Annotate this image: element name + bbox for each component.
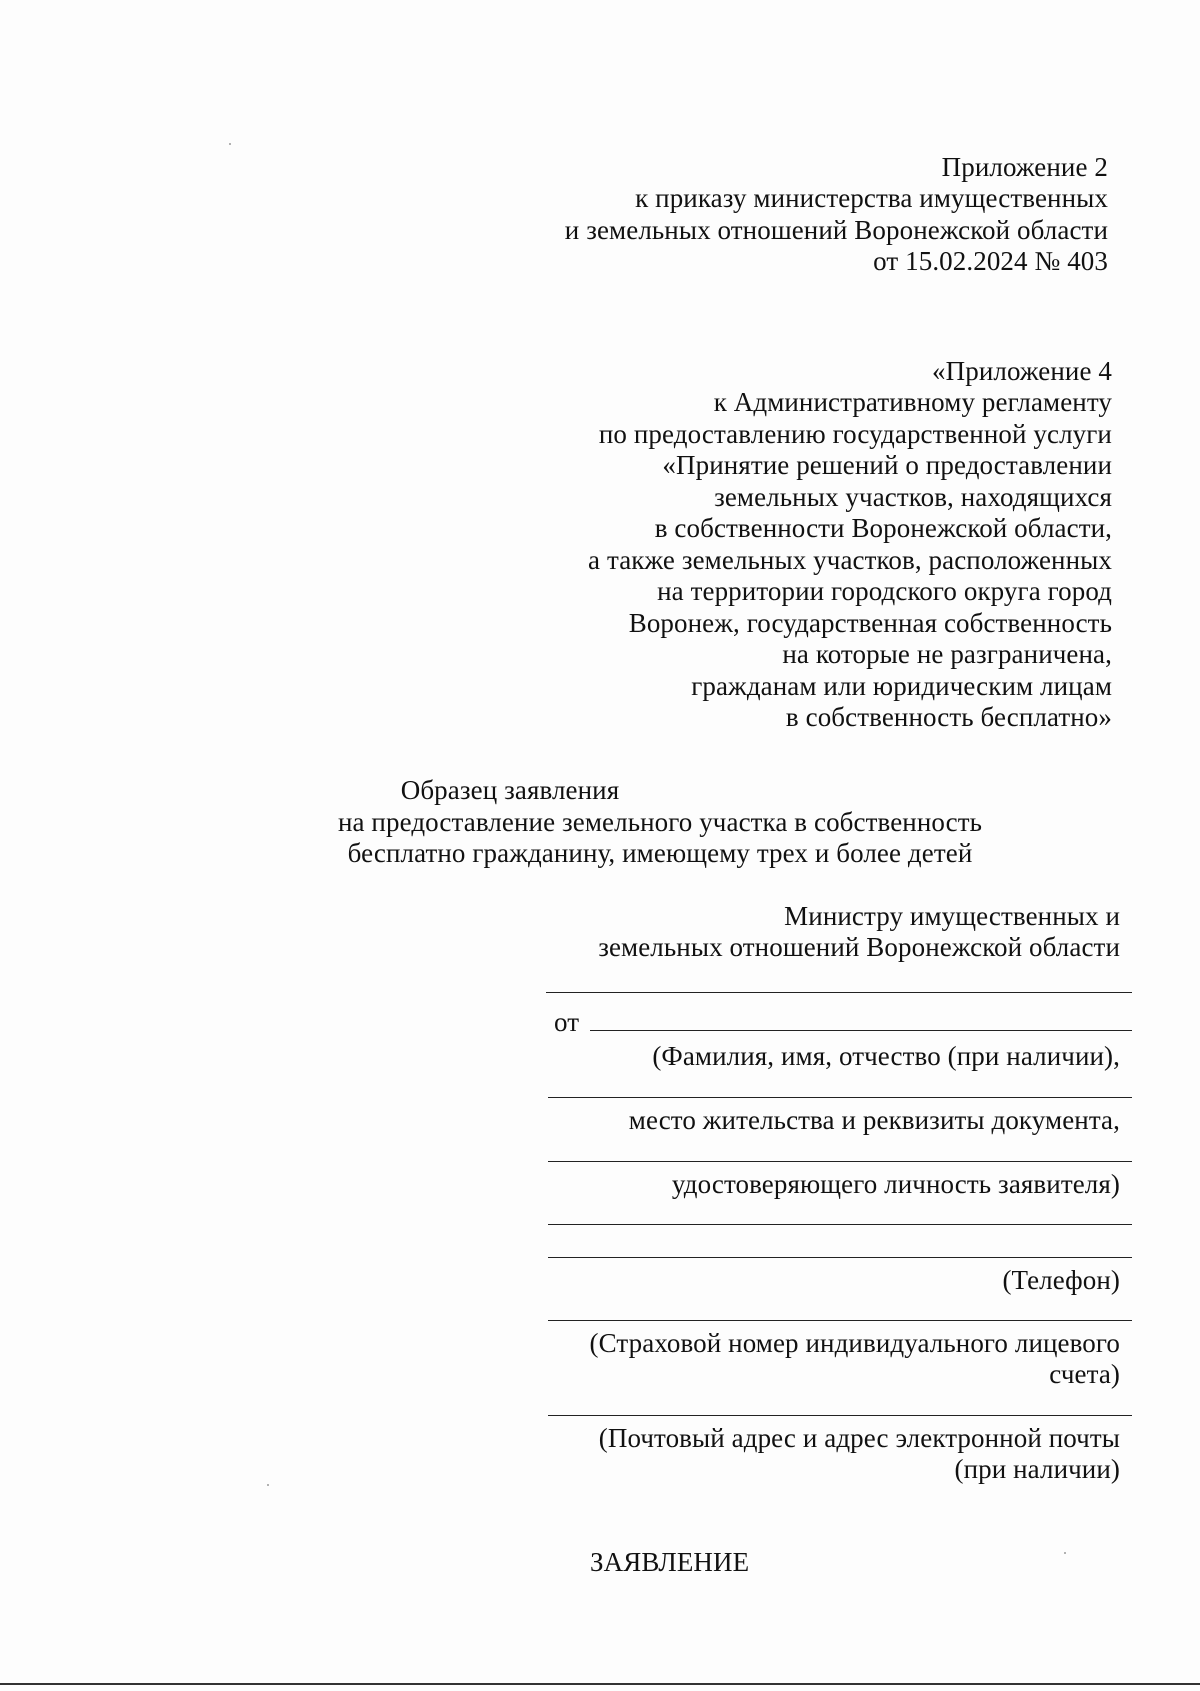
appendix-line: а также земельных участков, расположенных <box>588 545 1112 575</box>
address-caption: (при наличии) <box>954 1454 1120 1484</box>
sample-title-line: бесплатно гражданину, имеющему трех и более детей <box>347 838 973 868</box>
addressee-line: земельных отношений Воронежской области <box>598 932 1120 962</box>
appendix-line: Воронеж, государственная собственность <box>628 608 1112 638</box>
statement-title: ЗАЯВЛЕНИЕ <box>590 1547 750 1577</box>
header-line: от 15.02.2024 № 403 <box>873 246 1108 276</box>
appendix-line: земельных участков, находящихся <box>714 482 1112 512</box>
sample-title-line: Образец заявления <box>400 775 620 805</box>
appendix-line: гражданам или юридическим лицам <box>691 671 1112 701</box>
header-line: и земельных отношений Воронежской области <box>564 215 1108 245</box>
identity-caption: удостоверяющего личность заявителя) <box>671 1169 1120 1199</box>
residence-caption: место жительства и реквизиты документа, <box>628 1105 1120 1135</box>
fio-field-line <box>590 1030 1132 1031</box>
appendix-line: «Принятие решений о предоставлении <box>662 450 1112 480</box>
phone-caption: (Телефон) <box>1002 1265 1120 1295</box>
header-line: к приказу министерства имущественных <box>635 183 1108 213</box>
address-caption: (Почтовый адрес и адрес электронной почты <box>598 1423 1120 1453</box>
residence-field-line <box>548 1097 1132 1098</box>
snils-caption: (Страховой номер индивидуального лицевого <box>589 1328 1120 1358</box>
sample-title-line: на предоставление земельного участка в собственность <box>337 807 983 837</box>
appendix-line: по предоставлению государственной услуги <box>598 419 1112 449</box>
addressee-line: Министру имущественных и <box>784 901 1120 931</box>
page-bottom-edge <box>0 1683 1200 1685</box>
from-label: от <box>554 1007 580 1037</box>
appendix-line: на территории городского округа город <box>657 576 1112 606</box>
appendix-line: в собственность бесплатно» <box>785 702 1112 732</box>
snils-field-line <box>548 1320 1132 1321</box>
scan-speck <box>229 143 231 145</box>
appendix-line: к Административному регламенту <box>713 387 1112 417</box>
fio-caption: (Фамилия, имя, отчество (при наличии), <box>652 1041 1120 1071</box>
appendix-line: на которые не разграничена, <box>782 639 1112 669</box>
address-field-line <box>548 1415 1132 1416</box>
header-line: Приложение 2 <box>941 152 1108 182</box>
snils-caption: счета) <box>1049 1359 1120 1389</box>
blank-line <box>546 992 1132 993</box>
scan-speck <box>1064 1552 1066 1554</box>
identity-field-line <box>548 1161 1132 1162</box>
phone-field-line <box>548 1257 1132 1258</box>
appendix-line: «Приложение 4 <box>932 356 1112 386</box>
blank-line <box>548 1224 1132 1225</box>
scan-speck <box>267 1484 269 1486</box>
appendix-line: в собственности Воронежской области, <box>654 513 1112 543</box>
